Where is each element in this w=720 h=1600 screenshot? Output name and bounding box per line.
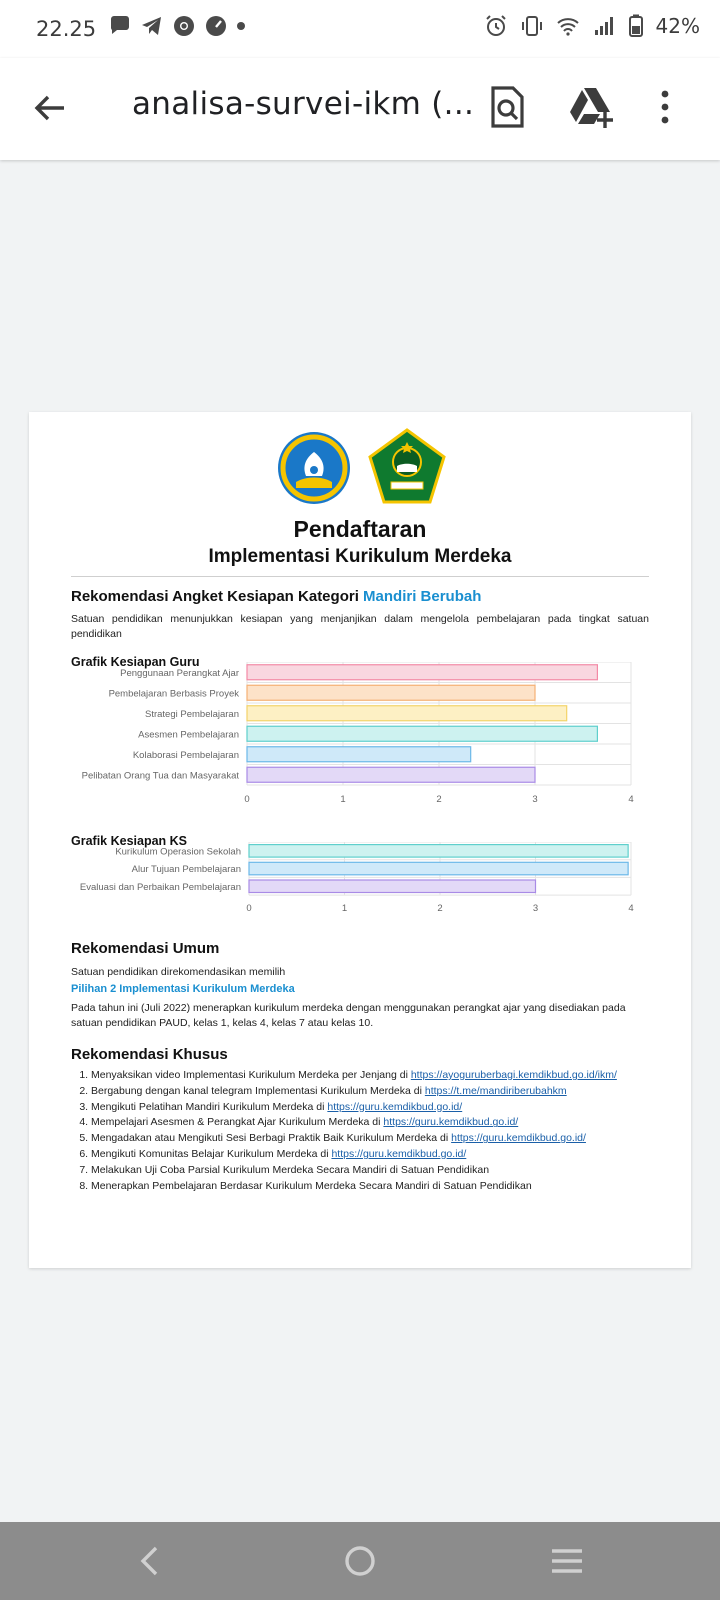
list-item-link[interactable]: https://guru.kemdikbud.go.id/: [451, 1132, 586, 1145]
category-label: Pembelajaran Berbasis Proyek: [108, 688, 239, 700]
rekomendasi-khusus-list: [71, 1068, 691, 1194]
list-item-text: Menerapkan Pembelajaran Berdasar Kurikulum Merdeka Secara Mandiri di Satuan Pendidikan: [91, 1179, 532, 1192]
battery-percentage: 42%: [655, 14, 700, 38]
list-item: [91, 1115, 691, 1131]
chat-icon: [108, 14, 132, 38]
x-tick-label: 1: [340, 794, 346, 805]
document-page[interactable]: [29, 412, 691, 1268]
category-label: Kurikulum Operasion Sekolah: [115, 846, 241, 858]
drive-add-icon[interactable]: [568, 84, 614, 130]
system-icons: [484, 14, 700, 38]
rekomendasi-umum-title: Rekomendasi Umum: [71, 940, 220, 957]
app-toolbar: [0, 58, 720, 160]
list-item-link[interactable]: https://t.me/mandiriberubahkm: [424, 1084, 567, 1097]
bar: [247, 685, 535, 700]
x-tick-label: 4: [628, 794, 634, 805]
notification-icons: [108, 14, 246, 38]
list-item-text: Mengadakan atau Mengikuti Sesi Berbagi Praktik Baik Kurikulum Merdeka di: [91, 1132, 452, 1145]
recommendation-category: Mandiri Berubah: [363, 588, 482, 605]
category-label: Kolaborasi Pembelajaran: [132, 749, 239, 761]
x-tick-label: 0: [246, 903, 252, 914]
chart-title-ks: Grafik Kesiapan KS: [71, 834, 188, 848]
x-tick-label: 1: [341, 903, 348, 914]
list-item: [91, 1179, 691, 1195]
chart-kesiapan-guru: [29, 662, 691, 822]
nav-recents-icon[interactable]: [546, 1540, 588, 1582]
bar: [249, 862, 628, 875]
battery-icon: [628, 14, 644, 38]
back-arrow-icon[interactable]: [30, 88, 70, 128]
x-tick-label: 2: [436, 794, 442, 805]
bar: [249, 880, 536, 893]
chart-guru-svg: [29, 662, 691, 822]
bar: [247, 665, 597, 680]
category-label: Pelibatan Orang Tua dan Masyarakat: [81, 770, 239, 782]
dot-icon: [236, 21, 246, 31]
page-subtitle: Implementasi Kurikulum Merdeka: [208, 546, 512, 567]
telegram-icon: [140, 14, 164, 38]
chart-kesiapan-ks: [29, 842, 691, 937]
logos: [29, 430, 691, 510]
recommendation-heading: [71, 588, 481, 605]
x-tick-label: 3: [532, 794, 538, 805]
recommendation-heading-text: Rekomendasi Angket Kesiapan Kategori: [71, 588, 359, 605]
list-item: [91, 1131, 691, 1147]
x-tick-label: 2: [437, 903, 443, 914]
list-item-link[interactable]: https://guru.kemdikbud.go.id/: [383, 1116, 519, 1129]
system-nav-bar: [0, 1522, 720, 1600]
x-tick-label: 0: [244, 794, 250, 805]
list-item-text: Menyaksikan video Implementasi Kurikulum Merdeka per Jenjang di: [91, 1069, 411, 1081]
rekomendasi-umum-detail: Pada tahun ini (Juli 2022) menerapkan kurikulum merdeka dengan menggunakan perangkat ajar yang disediakan pada satuan pendidikan PAUD, kelas 1, kelas 4, kelas 7 atau kelas 10.: [71, 1002, 626, 1029]
bar: [247, 747, 471, 762]
list-item-text: Mengikuti Komunitas Belajar Kurikulum Merdeka di: [91, 1147, 332, 1160]
bar: [247, 767, 535, 782]
list-item-link[interactable]: https://ayoguruberbagi.kemdikbud.go.id/ikm/: [410, 1069, 617, 1081]
chart-title-guru: Grafik Kesiapan Guru: [71, 655, 200, 669]
signal-icon: [592, 14, 616, 38]
category-label: Asesmen Pembelajaran: [138, 729, 239, 741]
list-item-text: Mengikuti Pelatihan Mandiri Kurikulum Merdeka di: [91, 1100, 328, 1113]
nav-home-icon[interactable]: [339, 1540, 381, 1582]
page-title: Pendaftaran: [293, 516, 427, 542]
list-item: [91, 1100, 691, 1116]
list-item: [91, 1084, 691, 1100]
bar: [247, 726, 597, 741]
search-document-icon[interactable]: [484, 84, 530, 130]
list-item-link[interactable]: https://guru.kemdikbud.go.id/: [327, 1100, 463, 1113]
x-tick-label: 4: [628, 903, 634, 914]
list-item: [91, 1163, 691, 1179]
x-tick-label: 3: [532, 903, 539, 914]
more-vert-icon[interactable]: [642, 84, 688, 130]
chrome-icon: [172, 14, 196, 38]
rekomendasi-umum-text: Satuan pendidikan direkomendasikan memilih: [71, 966, 286, 978]
list-item-link[interactable]: https://guru.kemdikbud.go.id/: [331, 1147, 467, 1160]
chart-ks-svg: [29, 842, 691, 937]
tut-wuri-handayani-logo: [276, 430, 352, 506]
category-label: Alur Tujuan Pembelajaran: [131, 864, 241, 876]
list-item-text: Melakukan Uji Coba Parsial Kurikulum Merdeka Secara Mandiri di Satuan Pendidikan: [91, 1163, 490, 1176]
document-title: analisa-survei-ikm (...: [132, 86, 475, 122]
list-item-text: Bergabung dengan kanal telegram Implementasi Kurikulum Merdeka di: [91, 1084, 425, 1097]
bar: [247, 706, 567, 721]
speedometer-icon: [204, 14, 228, 38]
list-item: [91, 1147, 691, 1163]
wifi-icon: [556, 14, 580, 38]
rekomendasi-umum-option: Pilihan 2 Implementasi Kurikulum Merdeka: [71, 983, 295, 995]
category-label: Strategi Pembelajaran: [145, 708, 239, 720]
list-item-text: Mempelajari Asesmen & Perangkat Ajar Kurikulum Merdeka di: [91, 1116, 384, 1129]
rekomendasi-khusus-title: Rekomendasi Khusus: [71, 1046, 228, 1063]
nav-back-icon[interactable]: [130, 1540, 172, 1582]
kemenag-logo: [367, 428, 447, 506]
vibrate-icon: [520, 14, 544, 38]
alarm-icon: [484, 14, 508, 38]
bar: [249, 845, 628, 858]
status-time: 22.25: [36, 17, 97, 41]
category-label: Evaluasi dan Perbaikan Pembelajaran: [79, 881, 241, 893]
list-item: [91, 1068, 691, 1084]
category-label: Penggunaan Perangkat Ajar: [120, 667, 239, 679]
divider: [71, 576, 649, 577]
recommendation-text: Satuan pendidikan menunjukkan kesiapan yang menjanjikan dalam mengelola pembelajaran pada tingkat satuan pendidikan: [71, 613, 649, 640]
status-bar: [0, 0, 720, 58]
